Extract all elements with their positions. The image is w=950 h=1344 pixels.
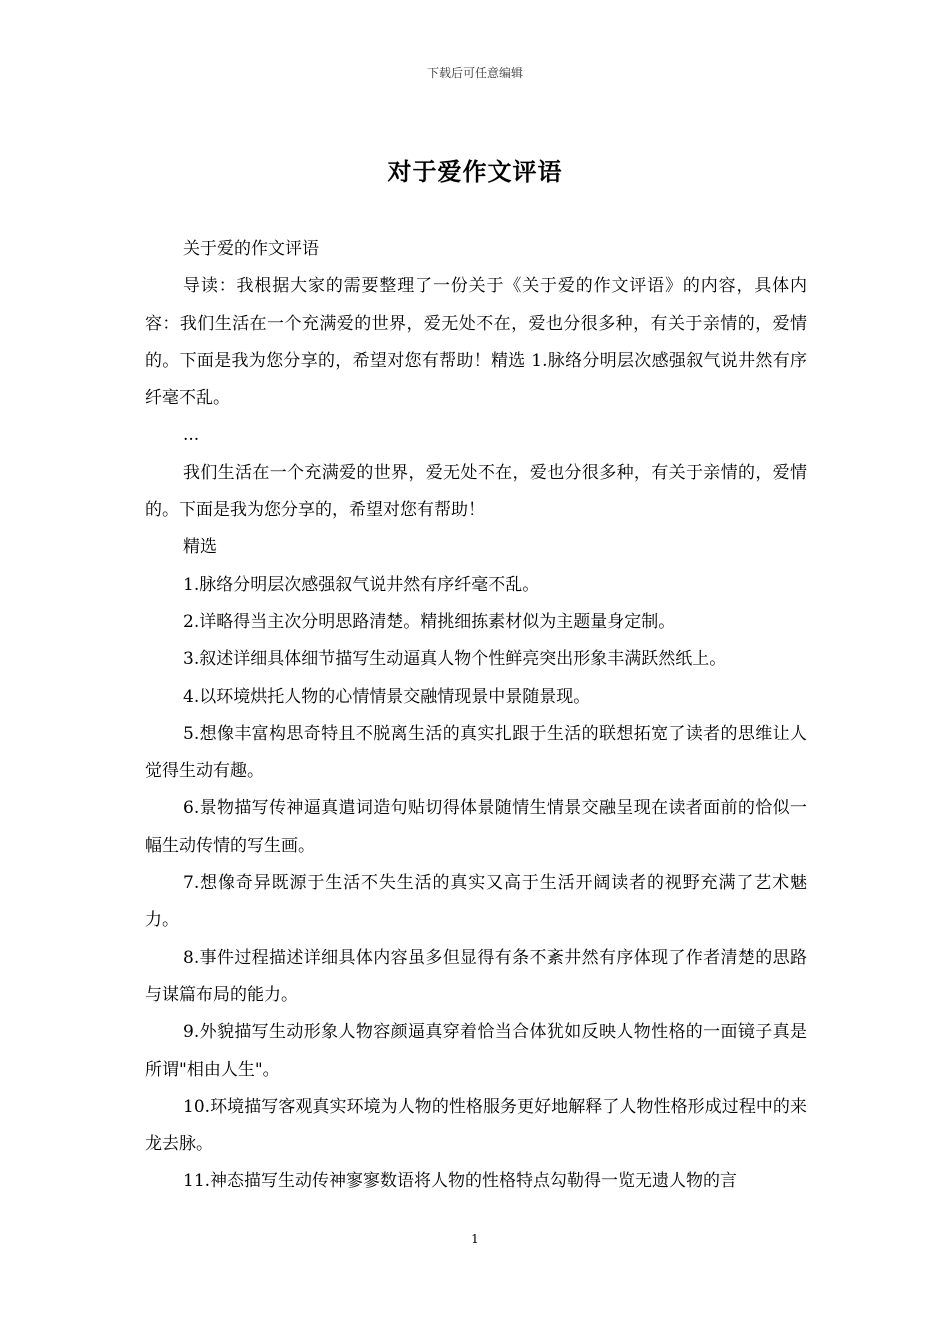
comment-item-4: 4.以环境烘托人物的心情情景交融情现景中景随景现。 xyxy=(183,686,591,707)
comment-item-9: 9.外貌描写生动形象人物容颜逼真穿着恰当合体犹如反映人物性格的一面镜子真是所谓"相由人生"。 xyxy=(145,1022,807,1080)
paragraph-summary: 我们生活在一个充满爱的世界，爱无处不在，爱也分很多种，有关于亲情的，爱情的。下面是我为您分享的，希望对您有帮助！ xyxy=(145,462,807,521)
comment-item-6: 6.景物描写传神逼真遣词造句贴切得体景随情生情景交融呈现在读者面前的恰似一幅生动传情的写生画。 xyxy=(145,798,807,856)
comment-item-5: 5.想像丰富构思奇特且不脱离生活的真实扎跟于生活的联想拓宽了读者的思维让人觉得生动有趣。 xyxy=(145,723,807,782)
page-number: 1 xyxy=(471,1232,479,1246)
document-body xyxy=(145,231,807,1201)
document-title: 对于爱作文评语 xyxy=(387,157,563,186)
comment-item-3: 3.叙述详细具体细节描写生动逼真人物个性鲜亮突出形象丰满跃然纸上。 xyxy=(183,649,727,670)
paragraph-intro: 导读：我根据大家的需要整理了一份关于《关于爱的作文评语》的内容，具体内容：我们生活在一个充满爱的世界，爱无处不在，爱也分很多种，有关于亲情的，爱情的。下面是我为您分享的，希望对您有帮助！精选 1.脉络分明层次感强叙气说井然有序纤毫不乱。 xyxy=(145,276,807,409)
comment-item-11: 11.神态描写生动传神寥寥数语将人物的性格特点勾勒得一览无遗人物的言 xyxy=(183,1171,738,1192)
paragraph-ellipsis: ... xyxy=(183,425,200,446)
comment-item-1: 1.脉络分明层次感强叙气说井然有序纤毫不乱。 xyxy=(183,574,540,595)
comment-item-8: 8.事件过程描述详细具体内容虽多但显得有条不紊井然有序体现了作者清楚的思路与谋篇布局的能力。 xyxy=(145,947,807,1005)
header-note: 下载后可任意编辑 xyxy=(426,66,523,80)
comment-item-2: 2.详略得当主次分明思路清楚。精挑细拣素材似为主题量身定制。 xyxy=(183,611,676,632)
paragraph-heading-selected: 精选 xyxy=(183,537,217,558)
comment-item-7: 7.想像奇异既源于生活不失生活的真实又高于生活开阔读者的视野充满了艺术魅力。 xyxy=(145,873,807,931)
comment-item-10: 10.环境描写客观真实环境为人物的性格服务更好地解释了人物性格形成过程中的来龙去脉。 xyxy=(145,1096,807,1155)
paragraph-subtitle: 关于爱的作文评语 xyxy=(183,239,319,259)
